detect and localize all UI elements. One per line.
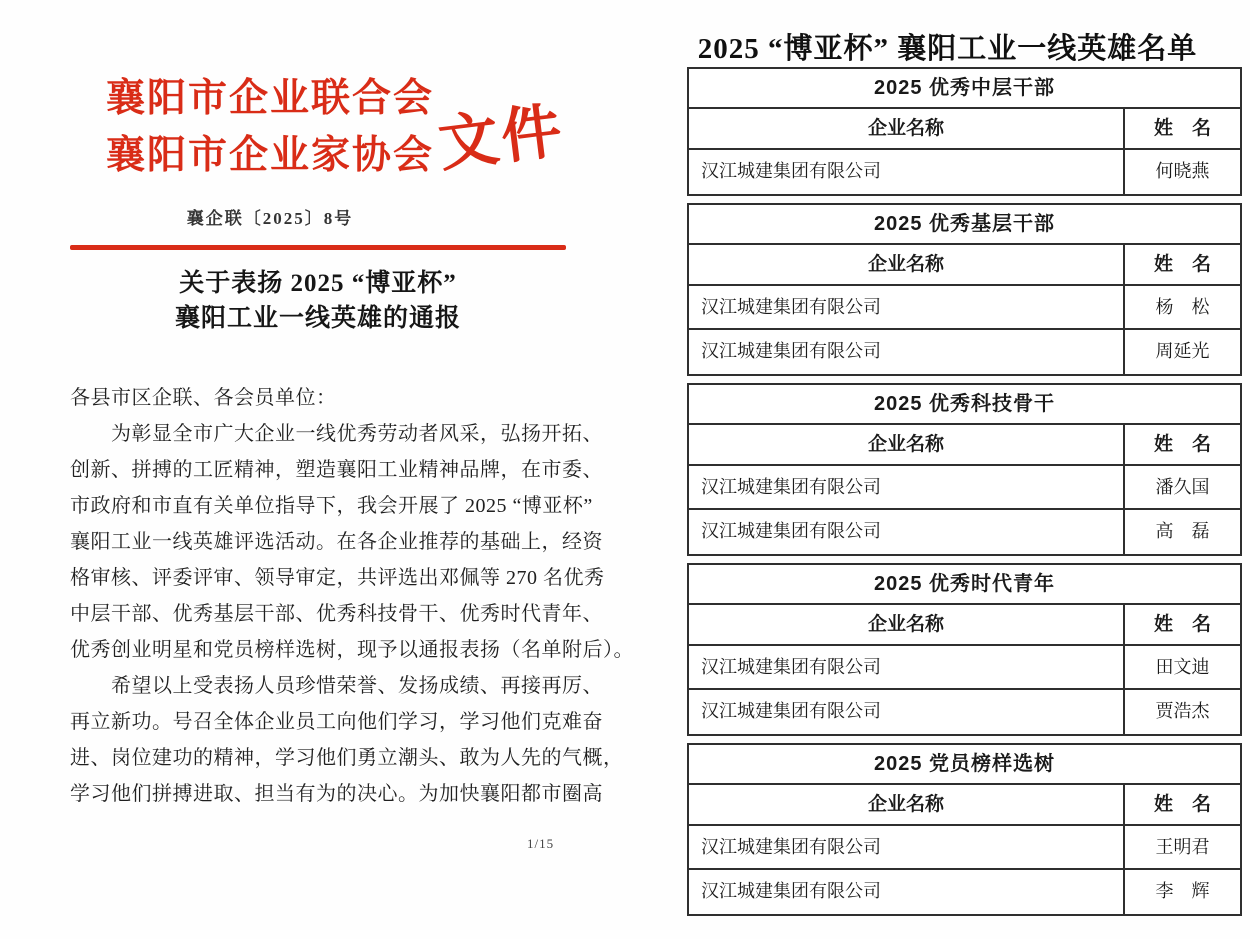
column-header-name: 姓 名 [1153,254,1211,275]
document-title [70,266,566,336]
column-header-company: 企业名称 [689,425,1125,464]
table-row [689,690,1240,734]
section-title: 2025 优秀科技骨干 [689,385,1240,425]
body-line: 为彰显全市广大企业一线优秀劳动者风采，弘扬开拓、 [70,423,603,445]
section-title: 2025 党员榜样选树 [689,745,1240,785]
body-line: 创新、拼搏的工匠精神，塑造襄阳工业精神品牌，在市委、 [70,459,603,481]
document-title-line1: 关于表扬 2025 “博亚杯” [179,270,457,297]
column-header-row [689,605,1240,646]
table-row [689,286,1240,330]
company-cell: 汉江城建集团有限公司 [689,286,1125,328]
name-cell: 周延光 [1155,341,1210,361]
body-line: 学习他们拼搏进取、担当有为的决心。为加快襄阳都市圈高 [70,783,603,805]
column-header-company: 企业名称 [689,245,1125,284]
body-line: 进、岗位建功的精神，学习他们勇立潮头、敢为人先的气概， [70,747,624,769]
table-row [689,330,1240,374]
company-cell: 汉江城建集团有限公司 [689,870,1125,914]
company-cell: 汉江城建集团有限公司 [689,826,1125,868]
body-line: 优秀创业明星和党员榜样选树，现予以通报表扬（名单附后）。 [70,639,634,661]
column-header-company: 企业名称 [689,785,1125,824]
roster-section-party-role-models [687,743,1242,916]
document-body [70,380,634,812]
name-cell: 田文迪 [1155,657,1210,677]
table-row [689,646,1240,690]
body-line: 格审核、评委评审、领导审定，共评选出邓佩等 270 名优秀 [70,567,605,589]
section-title: 2025 优秀中层干部 [689,69,1240,109]
company-cell: 汉江城建集团有限公司 [689,466,1125,508]
column-header-name: 姓 名 [1153,614,1211,635]
red-separator-rule [70,245,566,250]
roster-section-middle-cadres [687,67,1242,196]
column-header-row [689,245,1240,286]
roster-table [687,67,1242,923]
page-number: 1/15 [527,836,555,851]
column-header-name: 姓 名 [1153,434,1211,455]
company-cell: 汉江城建集团有限公司 [689,150,1125,194]
table-row [689,826,1240,870]
document-number: 襄企联〔2025〕8号 [186,209,354,228]
company-cell: 汉江城建集团有限公司 [689,510,1125,554]
name-cell: 何晓燕 [1155,161,1210,181]
notice-page [40,0,634,939]
roster-page [620,0,1250,939]
table-row [689,150,1240,194]
body-line: 希望以上受表扬人员珍惜荣誉、发扬成绩、再接再厉、 [70,675,603,697]
roster-section-grassroots-cadres [687,203,1242,376]
name-cell: 王明君 [1155,837,1210,857]
document-title-line2: 襄阳工业一线英雄的通报 [174,305,461,332]
org-name-line1: 襄阳市企业联合会 [105,77,434,120]
section-title: 2025 优秀基层干部 [689,205,1240,245]
roster-section-era-youth [687,563,1242,736]
name-cell: 潘久国 [1155,477,1210,497]
table-row [689,510,1240,554]
roster-title: 2025 “博亚杯” 襄阳工业一线英雄名单 [697,33,1198,65]
table-row [689,466,1240,510]
column-header-row [689,425,1240,466]
column-header-company: 企业名称 [689,605,1125,644]
name-cell: 高 磊 [1155,521,1210,541]
column-header-row [689,785,1240,826]
body-line: 襄阳工业一线英雄评选活动。在各企业推荐的基础上，经资 [70,531,603,553]
table-row [689,870,1240,914]
body-line: 再立新功。号召全体企业员工向他们学习，学习他们克难奋 [70,711,603,733]
body-line: 市政府和市直有关单位指导下，我会开展了 2025 “博亚杯” [70,495,593,517]
body-line: 各县市区企联、各会员单位： [70,387,337,409]
column-header-company: 企业名称 [689,109,1125,148]
column-header-name: 姓 名 [1153,794,1211,815]
document-type-label: 文件 [435,97,569,179]
body-line: 中层干部、优秀基层干部、优秀科技骨干、优秀时代青年、 [70,603,603,625]
column-header-row [689,109,1240,150]
name-cell: 杨 松 [1155,297,1210,317]
org-name-line2: 襄阳市企业家协会 [105,134,434,177]
name-cell: 李 辉 [1155,881,1210,901]
column-header-name: 姓 名 [1153,118,1211,139]
name-cell: 贾浩杰 [1155,701,1210,721]
company-cell: 汉江城建集团有限公司 [689,690,1125,734]
section-title: 2025 优秀时代青年 [689,565,1240,605]
issuing-orgs [100,70,440,184]
company-cell: 汉江城建集团有限公司 [689,330,1125,374]
company-cell: 汉江城建集团有限公司 [689,646,1125,688]
roster-section-tech-backbone [687,383,1242,556]
